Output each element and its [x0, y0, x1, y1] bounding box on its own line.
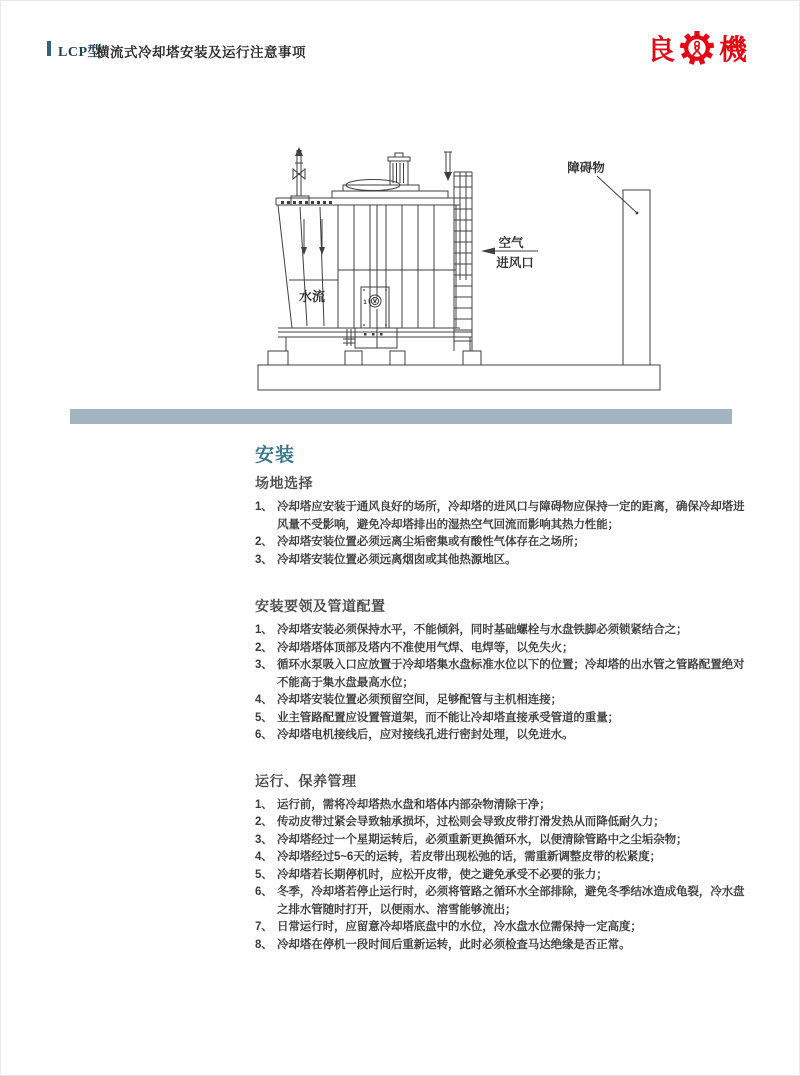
list-item — [255, 622, 749, 640]
brand-logo — [647, 28, 747, 68]
list-item — [255, 727, 749, 745]
item-number: 3、 — [255, 833, 273, 846]
item-text: 冷却塔在停机一段时间后重新运转，此时必须检查马达绝缘是否正常。 — [277, 938, 631, 951]
water-flow-section — [278, 205, 338, 328]
person-body — [693, 46, 702, 56]
item-text: 日常运行时，应留意冷却塔底盘中的水位，冷水盘水位需保持一定高度； — [277, 921, 642, 933]
section-site-selection — [255, 473, 749, 569]
item-number: 2、 — [255, 816, 273, 828]
section-divider-bar — [70, 409, 732, 424]
model-label: LCP型 — [58, 45, 102, 60]
outlet-box — [355, 328, 397, 348]
obstacle-leader-line — [597, 176, 637, 213]
group-heading: 运行、保养管理 — [255, 772, 357, 789]
item-text: 冷却塔安装位置必须预留空间，足够配管与主机相连接； — [277, 694, 562, 706]
list-item — [255, 640, 749, 658]
item-text: 冬季，冷却塔若停止运行时，必须将管路之循环水全部排除，避免冬季结冰造成龟裂，冷水盘之排水管随时打开，以便雨水、溶雪能够流出； — [277, 886, 745, 916]
item-text: 冷却塔塔体顶部及塔内不准使用气焊、电焊等，以免失火； — [277, 641, 574, 654]
door-brand-mark — [374, 299, 377, 304]
list-item — [255, 937, 749, 955]
item-list — [255, 797, 749, 955]
group-heading: 安装要领及管道配置 — [255, 598, 386, 614]
ladder — [454, 172, 472, 351]
list-item — [255, 919, 749, 937]
riser-pipe-right — [444, 152, 452, 181]
air-label-bottom: 进风口 — [496, 256, 534, 270]
item-number: 5、 — [255, 868, 273, 881]
down-arrow-icon — [319, 247, 325, 255]
item-text: 冷却塔安装必须保持水平，不能倾斜，同时基础螺栓与水盘铁脚必须锁紧结合之； — [277, 624, 688, 636]
item-list — [255, 499, 749, 569]
item-text: 冷却塔电机接线后，应对接线孔进行密封处理，以免进水。 — [277, 729, 574, 741]
list-item — [255, 849, 749, 867]
header-accent-bar — [47, 41, 51, 56]
ground-slab — [258, 365, 660, 390]
item-text: 循环水泵吸入口应放置于冷却塔集水盘标准水位以下的位置；冷却塔的出水管之管路配置绝对不能高于集水盘最高水位； — [277, 659, 745, 689]
list-item — [255, 814, 749, 832]
list-item — [255, 534, 749, 552]
down-arrow-icon — [301, 247, 307, 255]
list-item — [255, 867, 749, 885]
air-inlet-annotation — [481, 235, 538, 270]
page-title: 横流式冷却塔安装及运行注意事项 — [96, 45, 306, 60]
list-item — [255, 797, 749, 815]
riser-pipe-left — [291, 147, 309, 205]
logo-char-right: 機 — [718, 35, 747, 66]
obstacle-wall — [623, 190, 650, 365]
section-installation-piping — [255, 596, 749, 745]
gear-icon — [679, 30, 715, 66]
item-number: 7、 — [255, 921, 273, 933]
list-item — [255, 552, 749, 570]
item-number: 6、 — [255, 886, 273, 898]
foundation-pedestals — [268, 351, 481, 365]
left-arrow-icon — [481, 248, 495, 255]
item-number: 4、 — [255, 694, 273, 706]
list-item — [255, 657, 749, 692]
list-item — [255, 832, 749, 850]
item-number: 3、 — [255, 553, 273, 566]
distribution-basin-serration — [281, 201, 332, 204]
obstacle-label: 障碍物 — [567, 161, 605, 175]
door-callout: 1 — [363, 300, 367, 306]
collection-basin — [278, 328, 472, 351]
cooling-tower-diagram — [248, 143, 668, 395]
list-item — [255, 692, 749, 710]
item-text: 冷却塔安装位置必须远离尘垢密集或有酸性气体存在之场所； — [277, 536, 585, 548]
item-number: 5、 — [255, 711, 273, 724]
water-flow-label: 水流 — [298, 289, 326, 304]
item-number: 6、 — [255, 729, 273, 741]
item-number: 2、 — [255, 536, 273, 548]
list-item — [255, 499, 749, 534]
item-number: 4、 — [255, 851, 273, 863]
item-number: 2、 — [255, 641, 273, 654]
content-column — [255, 440, 749, 954]
item-text: 业主管路配置应设置管道架，而不能让冷却塔直接承受管道的重量； — [277, 711, 619, 724]
item-number: 1、 — [255, 501, 273, 513]
tower-body — [338, 205, 456, 328]
motor — [388, 153, 410, 185]
item-text: 传动皮带过紧会导致轴承损坏，过松则会导致皮带打滑发热从而降低耐久力； — [277, 816, 665, 828]
item-text: 冷却塔安装位置必须远离烟囱或其他热源地区。 — [277, 553, 517, 566]
item-text: 冷却塔经过一个星期运转后，必须重新更换循环水，以便清除管路中之尘垢杂物； — [277, 833, 688, 846]
access-door — [361, 287, 389, 328]
group-heading: 场地选择 — [255, 475, 313, 491]
main-heading: 安装 — [255, 445, 296, 466]
item-list — [255, 622, 749, 745]
item-number: 1、 — [255, 798, 273, 811]
page-header — [47, 35, 750, 66]
air-label-top: 空气 — [498, 236, 524, 250]
item-text: 冷却塔应安装于通风良好的场所，冷却塔的进风口与障碍物应保持一定的距离，确保冷却塔进风量不受影响，避免冷却塔排出的湿热空气回流而影响其热力性能； — [277, 501, 745, 531]
valve-icon — [293, 169, 299, 179]
item-number: 3、 — [255, 659, 273, 671]
item-number: 8、 — [255, 938, 273, 951]
list-item — [255, 710, 749, 728]
item-number: 1、 — [255, 624, 273, 636]
item-text: 冷却塔若长期停机时，应松开皮带，使之避免承受不必要的张力； — [277, 868, 608, 881]
list-item — [255, 884, 749, 919]
item-text: 运行前，需将冷却塔热水盘和塔体内部杂物清除干净； — [277, 798, 551, 811]
tower-top — [276, 198, 460, 205]
item-text: 冷却塔经过5~6天的运转，若皮带出现松弛的话，需重新调整皮带的松紧度； — [277, 851, 662, 863]
logo-char-left: 良 — [646, 35, 675, 66]
section-operation-maintenance — [255, 771, 749, 955]
